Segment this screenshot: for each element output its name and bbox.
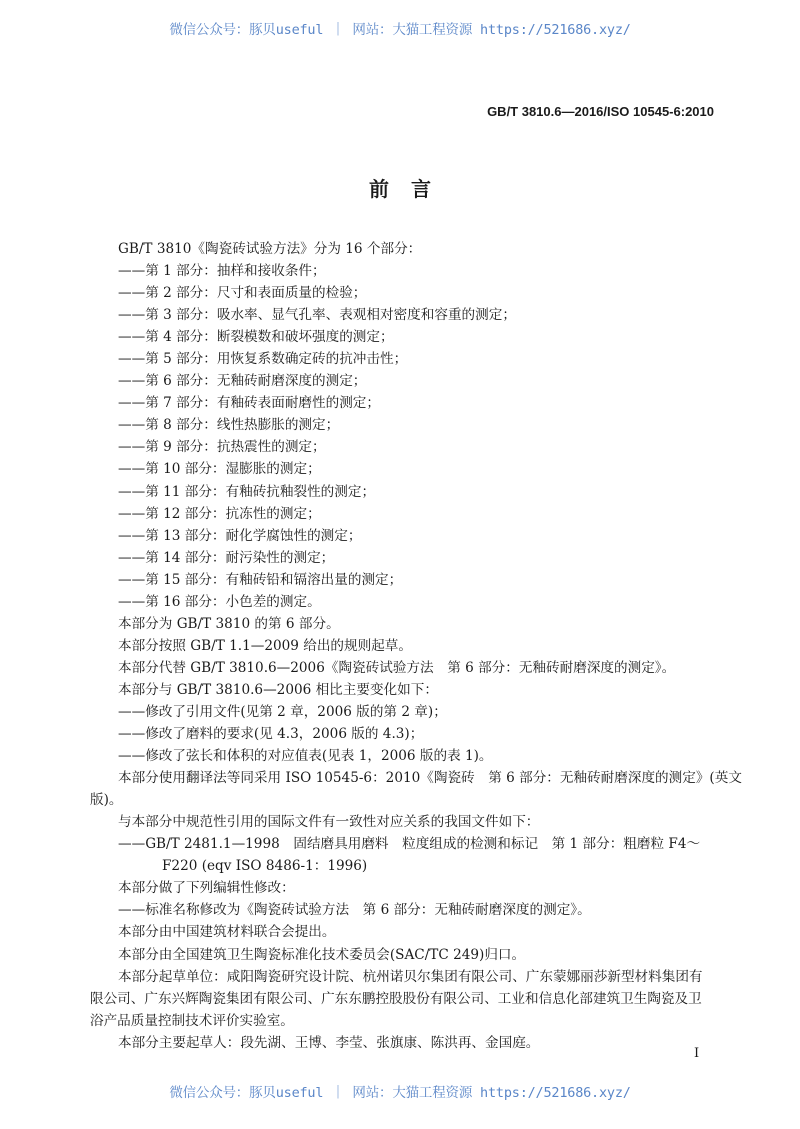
list-item: ——第 10 部分：湿膨胀的测定； <box>118 461 321 478</box>
list-item: ——第 8 部分：线性热膨胀的测定； <box>118 417 340 434</box>
list-item: ——第 13 部分：耐化学腐蚀性的测定； <box>118 527 362 544</box>
list-item: ——修改了弦长和体积的对应值表(见表 1，2006 版的表 1)。 <box>118 748 493 765</box>
list-item: ——修改了引用文件(见第 2 章，2006 版的第 2 章)； <box>118 703 447 720</box>
paragraph-line: 限公司、广东兴辉陶瓷集团有限公司、广东东鹏控股股份有限公司、工业和信息化部建筑卫生陶瓷及卫 <box>90 990 702 1007</box>
paragraph-line: 本部分为 GB/T 3810 的第 6 部分。 <box>118 615 340 632</box>
paragraph-line: 本部分由中国建筑材料联合会提出。 <box>118 924 336 941</box>
list-item: ——第 3 部分：吸水率、显气孔率、表观相对密度和容重的测定； <box>118 307 516 324</box>
watermark-bottom: 微信公众号：豚贝useful ｜ 网站：大猫工程资源 https://521686.xyz/ <box>169 1085 631 1101</box>
paragraph-line: 本部分做了下列编辑性修改： <box>118 880 295 897</box>
list-item: ——第 11 部分：有釉砖抗釉裂性的测定； <box>118 483 376 500</box>
list-item: ——第 7 部分：有釉砖表面耐磨性的测定； <box>118 395 380 412</box>
list-item: F220 (eqv ISO 8486-1：1996) <box>162 858 368 875</box>
standard-code-header: GB/T 3810.6—2016/ISO 10545-6:2010 <box>487 104 714 119</box>
paragraph-line: 与本部分中规范性引用的国际文件有一致性对应关系的我国文件如下： <box>118 814 540 831</box>
document-body <box>90 238 742 1054</box>
list-item: ——修改了磨料的要求(见 4.3，2006 版的 4.3)； <box>118 726 424 743</box>
paragraph-line: GB/T 3810《陶瓷砖试验方法》分为 16 个部分： <box>118 241 422 257</box>
page-number: I <box>694 1046 700 1061</box>
list-item: ——标准名称修改为《陶瓷砖试验方法 第 6 部分：无釉砖耐磨深度的测定》。 <box>118 902 591 919</box>
paragraph-line: 浴产品质量控制技术评价实验室。 <box>90 1012 294 1029</box>
paragraph-line: 版)。 <box>90 792 123 809</box>
list-item: ——第 6 部分：无釉砖耐磨深度的测定； <box>118 373 367 390</box>
paragraph-line: 本部分按照 GB/T 1.1—2009 给出的规则起草。 <box>118 637 412 654</box>
watermark-top: 微信公众号：豚贝useful ｜ 网站：大猫工程资源 https://521686.xyz/ <box>169 22 631 38</box>
paragraph-line: 本部分代替 GB/T 3810.6—2006《陶瓷砖试验方法 第 6 部分：无釉砖耐磨深度的测定》。 <box>118 659 676 676</box>
list-item: ——第 1 部分：抽样和接收条件； <box>118 263 326 280</box>
list-item: ——第 14 部分：耐污染性的测定； <box>118 549 335 566</box>
paragraph-line: 本部分主要起草人：段先湖、王博、李莹、张旗康、陈洪再、金国庭。 <box>118 1034 540 1051</box>
list-item: ——第 5 部分：用恢复系数确定砖的抗冲击性； <box>118 351 408 368</box>
page-title: 前言 <box>369 177 453 201</box>
list-item: ——第 15 部分：有釉砖铅和镉溶出量的测定； <box>118 571 403 588</box>
list-item: ——GB/T 2481.1—1998 固结磨具用磨料 粒度组成的检测和标记 第 1 部分：粗磨粒 F4～ <box>118 836 701 853</box>
list-item: ——第 2 部分：尺寸和表面质量的检验； <box>118 285 367 302</box>
paragraph-line: 本部分起草单位：咸阳陶瓷研究设计院、杭州诺贝尔集团有限公司、广东蒙娜丽莎新型材料集团有 <box>118 968 703 985</box>
paragraph-line: 本部分由全国建筑卫生陶瓷标准化技术委员会(SAC/TC 249)归口。 <box>118 946 526 963</box>
list-item: ——第 16 部分：小色差的测定。 <box>118 593 321 610</box>
list-item: ——第 4 部分：断裂模数和破坏强度的测定； <box>118 329 394 346</box>
paragraph-line: 本部分使用翻译法等同采用 ISO 10545-6：2010《陶瓷砖 第 6 部分：无釉砖耐磨深度的测定》(英文 <box>118 770 742 787</box>
paragraph-line: 本部分与 GB/T 3810.6—2006 相比主要变化如下： <box>118 681 438 698</box>
list-item: ——第 9 部分：抗热震性的测定； <box>118 439 326 456</box>
list-item: ——第 12 部分：抗冻性的测定； <box>118 505 321 522</box>
